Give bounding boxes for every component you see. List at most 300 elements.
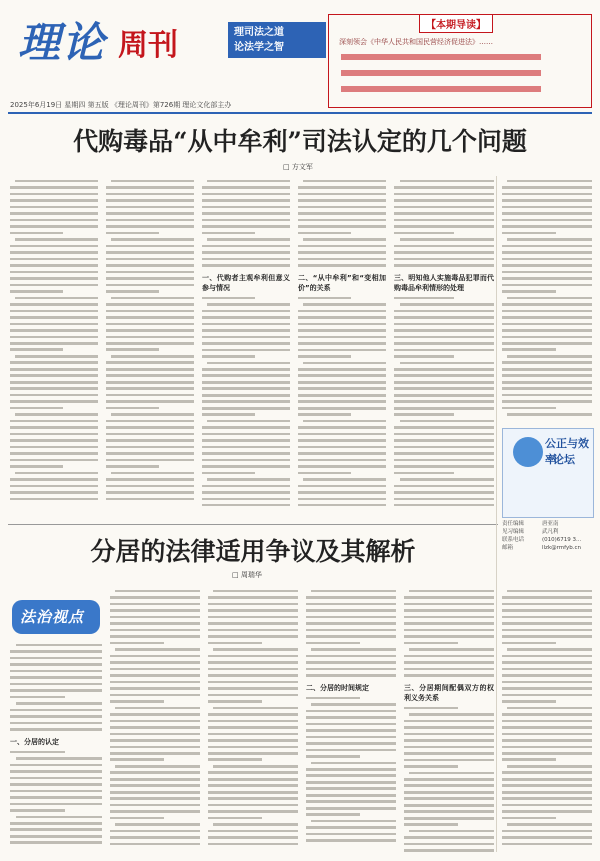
text-line xyxy=(110,726,200,729)
text-line xyxy=(111,180,194,183)
text-line xyxy=(106,232,159,235)
text-line xyxy=(507,648,592,651)
text-line xyxy=(10,336,98,339)
text-line xyxy=(306,813,360,816)
text-line xyxy=(298,349,386,352)
text-line xyxy=(207,362,290,365)
text-line xyxy=(10,796,102,799)
text-line xyxy=(306,755,360,758)
text-line xyxy=(404,746,494,749)
text-line xyxy=(10,277,98,280)
text-line xyxy=(111,472,194,475)
text-line xyxy=(400,238,494,241)
text-line xyxy=(208,622,298,625)
text-line xyxy=(213,765,298,768)
text-line xyxy=(298,251,386,254)
text-line xyxy=(213,590,298,593)
text-line xyxy=(208,739,298,742)
article-1-column xyxy=(10,176,98,506)
text-line xyxy=(106,498,194,501)
text-line xyxy=(394,310,494,313)
text-line xyxy=(502,407,556,410)
text-line xyxy=(10,329,98,332)
text-line xyxy=(502,329,592,332)
text-line xyxy=(10,491,98,494)
issue-guide-box xyxy=(328,14,592,108)
text-line xyxy=(502,310,592,313)
text-line xyxy=(202,251,290,254)
text-line xyxy=(207,478,290,481)
text-line xyxy=(394,485,494,488)
logo-main-text: 理论 xyxy=(18,18,107,67)
text-line xyxy=(394,264,494,267)
text-line xyxy=(10,426,98,429)
article-2-column xyxy=(110,586,200,852)
text-line xyxy=(202,310,290,313)
text-line xyxy=(110,817,164,820)
text-line xyxy=(10,770,102,773)
text-line xyxy=(202,225,290,228)
text-line xyxy=(298,258,386,261)
editor-row: 责任编辑 唐亚南 xyxy=(502,521,559,527)
text-line xyxy=(110,694,200,697)
text-line xyxy=(106,271,194,274)
text-line xyxy=(502,830,592,833)
text-line xyxy=(298,219,386,222)
text-line xyxy=(394,368,494,371)
text-line xyxy=(208,771,298,774)
text-line xyxy=(10,232,63,235)
text-line xyxy=(306,635,396,638)
forum-title-2: 论坛 xyxy=(553,453,575,466)
text-line xyxy=(202,297,255,300)
text-line xyxy=(208,668,298,671)
text-line xyxy=(213,707,298,710)
article-2-column xyxy=(306,586,396,852)
text-line xyxy=(10,764,102,767)
text-line xyxy=(502,387,592,390)
text-line xyxy=(110,655,200,658)
text-line xyxy=(409,648,494,651)
text-line xyxy=(10,271,98,274)
text-line xyxy=(298,264,386,267)
text-line xyxy=(10,452,98,455)
text-line xyxy=(502,212,592,215)
text-line xyxy=(202,504,290,506)
text-line xyxy=(502,225,592,228)
text-line xyxy=(106,459,194,462)
text-line xyxy=(10,835,102,838)
text-line xyxy=(10,676,102,679)
text-line xyxy=(502,348,556,351)
text-line xyxy=(507,180,592,183)
text-line xyxy=(110,733,200,736)
text-line xyxy=(298,374,386,377)
text-line xyxy=(303,420,386,423)
text-line xyxy=(202,381,290,384)
text-line xyxy=(394,433,494,436)
text-line xyxy=(110,791,200,794)
text-line xyxy=(10,689,102,692)
guide-item[interactable] xyxy=(339,69,585,77)
text-line xyxy=(10,790,102,793)
text-line xyxy=(502,609,592,612)
text-line xyxy=(106,407,159,410)
text-line xyxy=(106,368,194,371)
text-line xyxy=(10,478,98,481)
text-line xyxy=(394,193,494,196)
guide-item[interactable]: 深刻领会《中华人民共和国民营经济促进法》…… xyxy=(339,38,493,46)
text-line xyxy=(298,498,386,501)
text-line xyxy=(106,433,194,436)
text-line xyxy=(15,413,98,416)
text-line xyxy=(115,765,200,768)
text-line xyxy=(298,232,351,235)
text-line xyxy=(106,446,194,449)
text-line xyxy=(106,290,159,293)
text-line xyxy=(208,616,298,619)
text-line xyxy=(10,439,98,442)
text-line xyxy=(502,622,592,625)
text-line xyxy=(202,245,290,248)
text-line xyxy=(404,784,494,787)
text-line xyxy=(394,452,494,455)
text-line xyxy=(507,413,592,416)
text-line xyxy=(298,297,351,300)
text-line xyxy=(298,336,386,339)
text-line xyxy=(298,342,386,345)
text-line xyxy=(110,771,200,774)
text-line xyxy=(502,368,592,371)
dateline: 2025年6月19日 星期四 第五版 《理论周刊》第726期 理论文化部主办 xyxy=(10,101,232,109)
text-line xyxy=(202,407,290,410)
text-line xyxy=(306,655,396,658)
text-line xyxy=(202,264,290,267)
guide-item[interactable] xyxy=(339,85,585,93)
text-line xyxy=(394,186,494,189)
text-line xyxy=(306,674,396,677)
text-line xyxy=(10,225,98,228)
text-line xyxy=(400,180,494,183)
text-line xyxy=(10,657,102,660)
text-line xyxy=(106,342,194,345)
text-line xyxy=(306,742,396,745)
text-line xyxy=(394,206,494,209)
text-line xyxy=(10,374,98,377)
text-line xyxy=(502,635,592,638)
text-line xyxy=(110,681,200,684)
text-line xyxy=(110,778,200,781)
text-line xyxy=(502,668,592,671)
text-line xyxy=(306,661,396,664)
section-heading: 一、代购者主观牟利但意义参与情况 xyxy=(202,273,290,292)
text-line xyxy=(208,687,298,690)
text-line xyxy=(394,394,494,397)
text-line xyxy=(306,800,396,803)
text-line xyxy=(394,465,494,468)
text-line xyxy=(208,797,298,800)
text-line xyxy=(10,199,98,202)
text-line xyxy=(404,836,494,839)
text-line xyxy=(202,465,290,468)
article-1-column xyxy=(394,176,494,506)
text-line xyxy=(502,843,592,846)
text-line xyxy=(298,413,351,416)
article-1-column xyxy=(502,176,592,422)
text-line xyxy=(303,303,386,306)
section-heading: 三、分居期间配偶双方的权利义务关系 xyxy=(404,683,494,702)
text-line xyxy=(298,368,386,371)
text-line xyxy=(311,703,396,706)
text-line xyxy=(208,642,262,645)
text-line xyxy=(10,828,102,831)
text-line xyxy=(110,596,200,599)
text-line xyxy=(394,407,494,410)
text-line xyxy=(202,498,290,501)
text-line xyxy=(10,368,98,371)
text-line xyxy=(394,212,494,215)
text-line xyxy=(502,277,592,280)
text-line xyxy=(202,186,290,189)
text-line xyxy=(106,323,194,326)
text-line xyxy=(404,797,494,800)
text-line xyxy=(106,310,194,313)
text-line xyxy=(10,803,102,806)
text-line xyxy=(394,459,494,462)
text-line xyxy=(394,413,454,416)
text-line xyxy=(404,726,494,729)
text-line xyxy=(404,733,494,736)
text-line xyxy=(306,596,396,599)
text-line xyxy=(306,781,396,784)
text-line xyxy=(10,310,98,313)
text-line xyxy=(202,219,290,222)
text-line xyxy=(110,804,200,807)
article-2-column xyxy=(502,586,592,852)
article-1-column xyxy=(202,176,290,506)
forum-title-1: 公正与效率 xyxy=(545,437,589,466)
text-line xyxy=(502,323,592,326)
text-line xyxy=(202,433,290,436)
text-line xyxy=(404,804,494,807)
text-line xyxy=(306,642,360,645)
text-line xyxy=(202,323,290,326)
text-line xyxy=(502,655,592,658)
text-line xyxy=(106,452,194,455)
text-line xyxy=(306,723,396,726)
article-2-column xyxy=(208,586,298,852)
text-line xyxy=(507,238,592,241)
editor-row[interactable]: 邮箱 llzk@rmfyb.cn xyxy=(502,545,581,551)
text-line xyxy=(400,420,494,423)
text-line xyxy=(10,219,98,222)
text-line xyxy=(208,733,298,736)
text-line xyxy=(106,361,194,364)
text-line xyxy=(502,603,592,606)
text-line xyxy=(106,387,194,390)
text-line xyxy=(208,596,298,599)
text-line xyxy=(106,193,194,196)
text-line xyxy=(306,697,360,700)
text-line xyxy=(110,603,200,606)
text-line xyxy=(10,361,98,364)
text-line xyxy=(502,797,592,800)
text-line xyxy=(298,212,386,215)
text-line xyxy=(208,681,298,684)
text-line xyxy=(507,823,592,826)
text-line xyxy=(110,609,200,612)
article-2-title[interactable]: 分居的法律适用争议及其解析 xyxy=(90,537,416,566)
text-line xyxy=(502,232,556,235)
text-line xyxy=(298,433,386,436)
text-line xyxy=(202,342,290,345)
text-line xyxy=(202,387,290,390)
article-1-column xyxy=(106,176,194,506)
text-line xyxy=(502,661,592,664)
text-line xyxy=(306,668,396,671)
text-line xyxy=(394,219,494,222)
text-line xyxy=(10,446,98,449)
text-line xyxy=(404,739,494,742)
text-line xyxy=(208,830,298,833)
text-line xyxy=(394,381,494,384)
scales-icon xyxy=(513,437,543,467)
text-line xyxy=(298,355,351,358)
text-line xyxy=(298,452,386,455)
article-1-column xyxy=(298,176,386,506)
text-line xyxy=(110,642,164,645)
text-line xyxy=(15,355,98,358)
text-line xyxy=(106,316,194,319)
text-line xyxy=(10,348,63,351)
text-line xyxy=(502,791,592,794)
text-line xyxy=(394,400,494,403)
text-line xyxy=(507,297,592,300)
text-line xyxy=(110,843,200,846)
text-line xyxy=(10,206,98,209)
text-line xyxy=(208,629,298,632)
text-line xyxy=(409,590,494,593)
text-line xyxy=(10,485,98,488)
text-line xyxy=(502,752,592,755)
text-line xyxy=(115,648,200,651)
text-line xyxy=(298,426,386,429)
text-line xyxy=(502,193,592,196)
text-line xyxy=(10,212,98,215)
text-line xyxy=(502,303,592,306)
text-line xyxy=(502,381,592,384)
text-line xyxy=(298,465,386,468)
masthead-slogan xyxy=(228,22,326,58)
text-line xyxy=(10,394,98,397)
text-line xyxy=(10,316,98,319)
guide-item[interactable] xyxy=(339,53,585,61)
text-line xyxy=(502,361,592,364)
text-line xyxy=(502,271,592,274)
text-line xyxy=(502,700,556,703)
text-line xyxy=(404,603,494,606)
text-line xyxy=(106,374,194,377)
text-line xyxy=(306,749,396,752)
text-line xyxy=(502,836,592,839)
text-line xyxy=(394,316,494,319)
slogan-line-2: 论法学之智 xyxy=(234,42,284,53)
text-line xyxy=(10,193,98,196)
text-line xyxy=(400,478,494,481)
text-line xyxy=(106,264,194,267)
text-line xyxy=(15,472,98,475)
text-line xyxy=(404,616,494,619)
text-line xyxy=(202,374,290,377)
article-1-byline: □ 方文军 xyxy=(283,163,313,171)
text-line xyxy=(111,355,194,358)
article-1-title[interactable]: 代购毒品“从中牟利”司法认定的几个问题 xyxy=(73,127,527,156)
text-line xyxy=(213,823,298,826)
text-line xyxy=(16,702,102,705)
text-line xyxy=(404,674,494,677)
text-line xyxy=(502,746,592,749)
text-line xyxy=(311,590,396,593)
text-line xyxy=(202,426,290,429)
text-line xyxy=(298,316,386,319)
text-line xyxy=(404,765,458,768)
text-line xyxy=(202,336,290,339)
text-line xyxy=(502,681,592,684)
text-line xyxy=(106,212,194,215)
text-line xyxy=(409,830,494,833)
text-line xyxy=(298,245,386,248)
text-line xyxy=(502,674,592,677)
text-line xyxy=(404,817,494,820)
logo-suffix: 周刊 xyxy=(118,28,178,63)
text-line xyxy=(208,810,298,813)
text-line xyxy=(507,590,592,593)
text-line xyxy=(306,609,396,612)
text-line xyxy=(404,622,494,625)
text-line xyxy=(404,707,458,710)
text-line xyxy=(10,459,98,462)
text-line xyxy=(202,485,290,488)
text-line xyxy=(208,609,298,612)
text-line xyxy=(106,381,194,384)
text-line xyxy=(298,206,386,209)
text-line xyxy=(10,323,98,326)
text-line xyxy=(502,726,592,729)
text-line xyxy=(10,420,98,423)
text-line xyxy=(502,342,592,345)
text-line xyxy=(106,225,194,228)
text-line xyxy=(502,642,556,645)
text-line xyxy=(404,759,494,762)
text-line xyxy=(10,809,65,812)
text-line xyxy=(306,716,396,719)
text-line xyxy=(306,833,396,836)
text-line xyxy=(106,199,194,202)
text-line xyxy=(106,251,194,254)
text-line xyxy=(110,687,200,690)
text-line xyxy=(202,232,255,235)
text-line xyxy=(10,498,98,501)
text-line xyxy=(306,787,396,790)
text-line xyxy=(208,713,298,716)
section-heading: 二、分居的时间规定 xyxy=(306,683,369,692)
text-line xyxy=(202,439,290,442)
text-line xyxy=(298,225,386,228)
text-line xyxy=(202,316,290,319)
text-line xyxy=(208,791,298,794)
text-line xyxy=(404,668,494,671)
text-line xyxy=(394,199,494,202)
